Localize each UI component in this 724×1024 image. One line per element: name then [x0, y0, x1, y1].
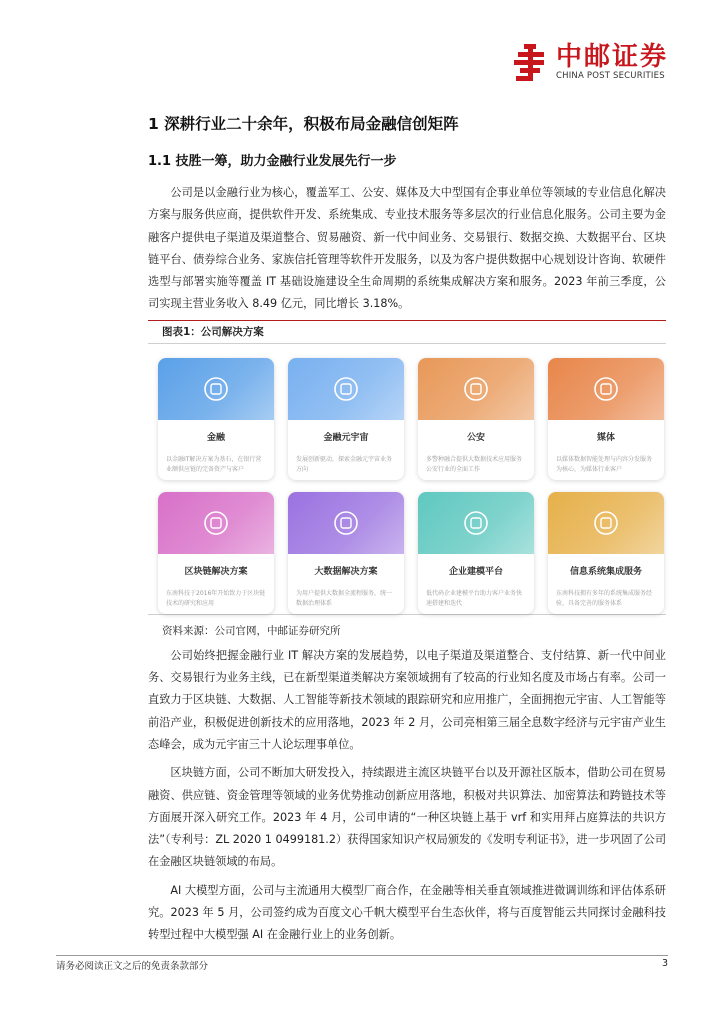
card-title: 区块链解决方案	[184, 566, 248, 577]
metaverse-icon	[332, 375, 360, 403]
company-logo	[510, 42, 668, 82]
card-description: 东南科技拥有多年的系统集成服务经验，具备完善的服务体系	[556, 589, 653, 607]
solution-card[interactable]	[418, 492, 534, 614]
card-banner	[288, 492, 404, 554]
solution-card[interactable]	[418, 358, 534, 480]
solution-card[interactable]	[158, 492, 274, 614]
card-banner	[418, 492, 534, 554]
card-description: 发展创新驱动，探索金融元宇宙业务方向	[296, 455, 393, 473]
section-title: 1 深耕行业二十余年，积极布局金融信创矩阵	[148, 115, 459, 133]
card-title: 企业建模平台	[448, 566, 503, 577]
paragraph-3: 区块链方面，公司不断加大研发投入，持续跟进主流区块链平台以及开源社区版本，借助公司在贸易融资、供应链、资金管理等领域的业务优势推动创新应用落地，积极对共识算法、加密算法和跨链技术等方面展开深入研究工作。2023 年 4 月，公司申请的“一种区块链上基于 vrf 和实用拜占庭算法的共识方法”（专利号：ZL 2020 1 0499181.2）获得国家知识产权局颁发的《发明专利证书》，进一步巩固了公司在金融区块链领域的布局。	[148, 766, 667, 869]
solution-card[interactable]	[288, 492, 404, 614]
card-title: 金融	[206, 432, 225, 443]
footer-disclaimer: 请务必阅读正文之后的免责条款部分	[56, 961, 209, 972]
solution-card[interactable]	[548, 358, 664, 480]
card-description: 为用户提供大数据全流程服务，统一数据治理体系	[296, 589, 393, 607]
solution-card-grid	[158, 358, 664, 614]
paragraph-1: 公司是以金融行业为核心，覆盖军工、公安、媒体及大中型国有企事业单位等领域的专业信息化解决方案与服务供应商，提供软件开发、系统集成、专业技术服务等多层次的行业信息化服务。公司主要为金融客户提供电子渠道及渠道整合、贸易融资、新一代中间业务、交易银行、数据交换、大数据平台、区块链平台、债券综合业务、家族信托管理等软件开发服务，以及为客户提供数据中心规划设计咨询、软硬件选型与部署实施等覆盖 IT 基础设施建设全生命周期的系统集成解决方案和服务。2023 年前三季度，公司实现主营业务收入 8.49 亿元，同比增长 3.18%。	[148, 186, 666, 311]
card-banner	[418, 358, 534, 420]
paragraph-4: AI 大模型方面，公司与主流通用大模型厂商合作，在金融等相关垂直领域推进微调训练和评估体系研究。2023 年 5 月，公司签约成为百度文心千帆大模型平台生态伙伴，将与百度智能云共同探讨金融科技转型过程中大模型强 AI 在金融行业上的业务创新。	[148, 883, 666, 942]
media-icon	[592, 375, 620, 403]
logo-english-name: CHINA POST SECURITIES	[555, 70, 665, 81]
finance-icon	[202, 375, 230, 403]
blockchain-icon	[202, 509, 230, 537]
figure-source: 资料来源：公司官网，中邮证券研究所	[162, 624, 341, 637]
card-banner	[158, 492, 274, 554]
bigdata-icon	[332, 509, 360, 537]
footer-divider	[56, 955, 668, 956]
solution-card[interactable]	[548, 492, 664, 614]
card-title: 信息系统集成服务	[569, 566, 642, 577]
card-banner	[548, 358, 664, 420]
card-banner	[158, 358, 274, 420]
page-number: 3	[661, 958, 668, 969]
card-title: 媒体	[596, 432, 615, 443]
integration-icon	[592, 509, 620, 537]
card-title: 金融元宇宙	[323, 432, 369, 443]
card-description: 低代码企业建模平台助力客户业务快速搭建和迭代	[426, 589, 523, 607]
card-description: 以媒体数据智能处理与内容分发服务为核心，为媒体行业客户	[556, 455, 653, 473]
card-banner	[288, 358, 404, 420]
card-description: 东南科技于2016年开始致力于区块链技术的研究和应用	[166, 589, 266, 607]
china-post-logo-icon	[510, 42, 550, 82]
main-content	[148, 112, 666, 947]
card-title: 大数据解决方案	[314, 566, 378, 577]
section-subtitle: 1.1 技胜一筹，助力金融行业发展先行一步	[148, 154, 397, 169]
paragraph-2: 公司始终把握金融行业 IT 解决方案的发展趋势，以电子渠道及渠道整合、支付结算、新一代中间业务、交易银行为业务主线，已在新型渠道类解决方案领域拥有了较高的行业知名度及市场占有率。公司一直致力于区块链、大数据、人工智能等新技术领域的跟踪研究和应用推广，全面拥抱元宇宙、人工智能等前沿产业，积极促进创新技术的应用落地，2023 年 2 月，公司亮相第三届全息数字经济与元宇宙产业生态峰会，成为元宇宙三十人论坛理事单位。	[148, 648, 666, 751]
figure-caption: 图表1：公司解决方案	[148, 320, 666, 344]
figure-area	[148, 344, 666, 615]
card-description: 以金融IT解决方案为基石，在银行营业额供应链的完备资产与客户	[166, 455, 262, 473]
solution-card[interactable]	[158, 358, 274, 480]
police-icon	[462, 375, 490, 403]
card-description: 多警种融合提供大数据技术应用服务公安行业的全面工作	[426, 455, 523, 473]
card-banner	[548, 492, 664, 554]
modeling-icon	[462, 509, 490, 537]
logo-chinese-name: 中邮证券	[555, 41, 668, 72]
card-title: 公安	[466, 432, 485, 443]
solution-card[interactable]	[288, 358, 404, 480]
